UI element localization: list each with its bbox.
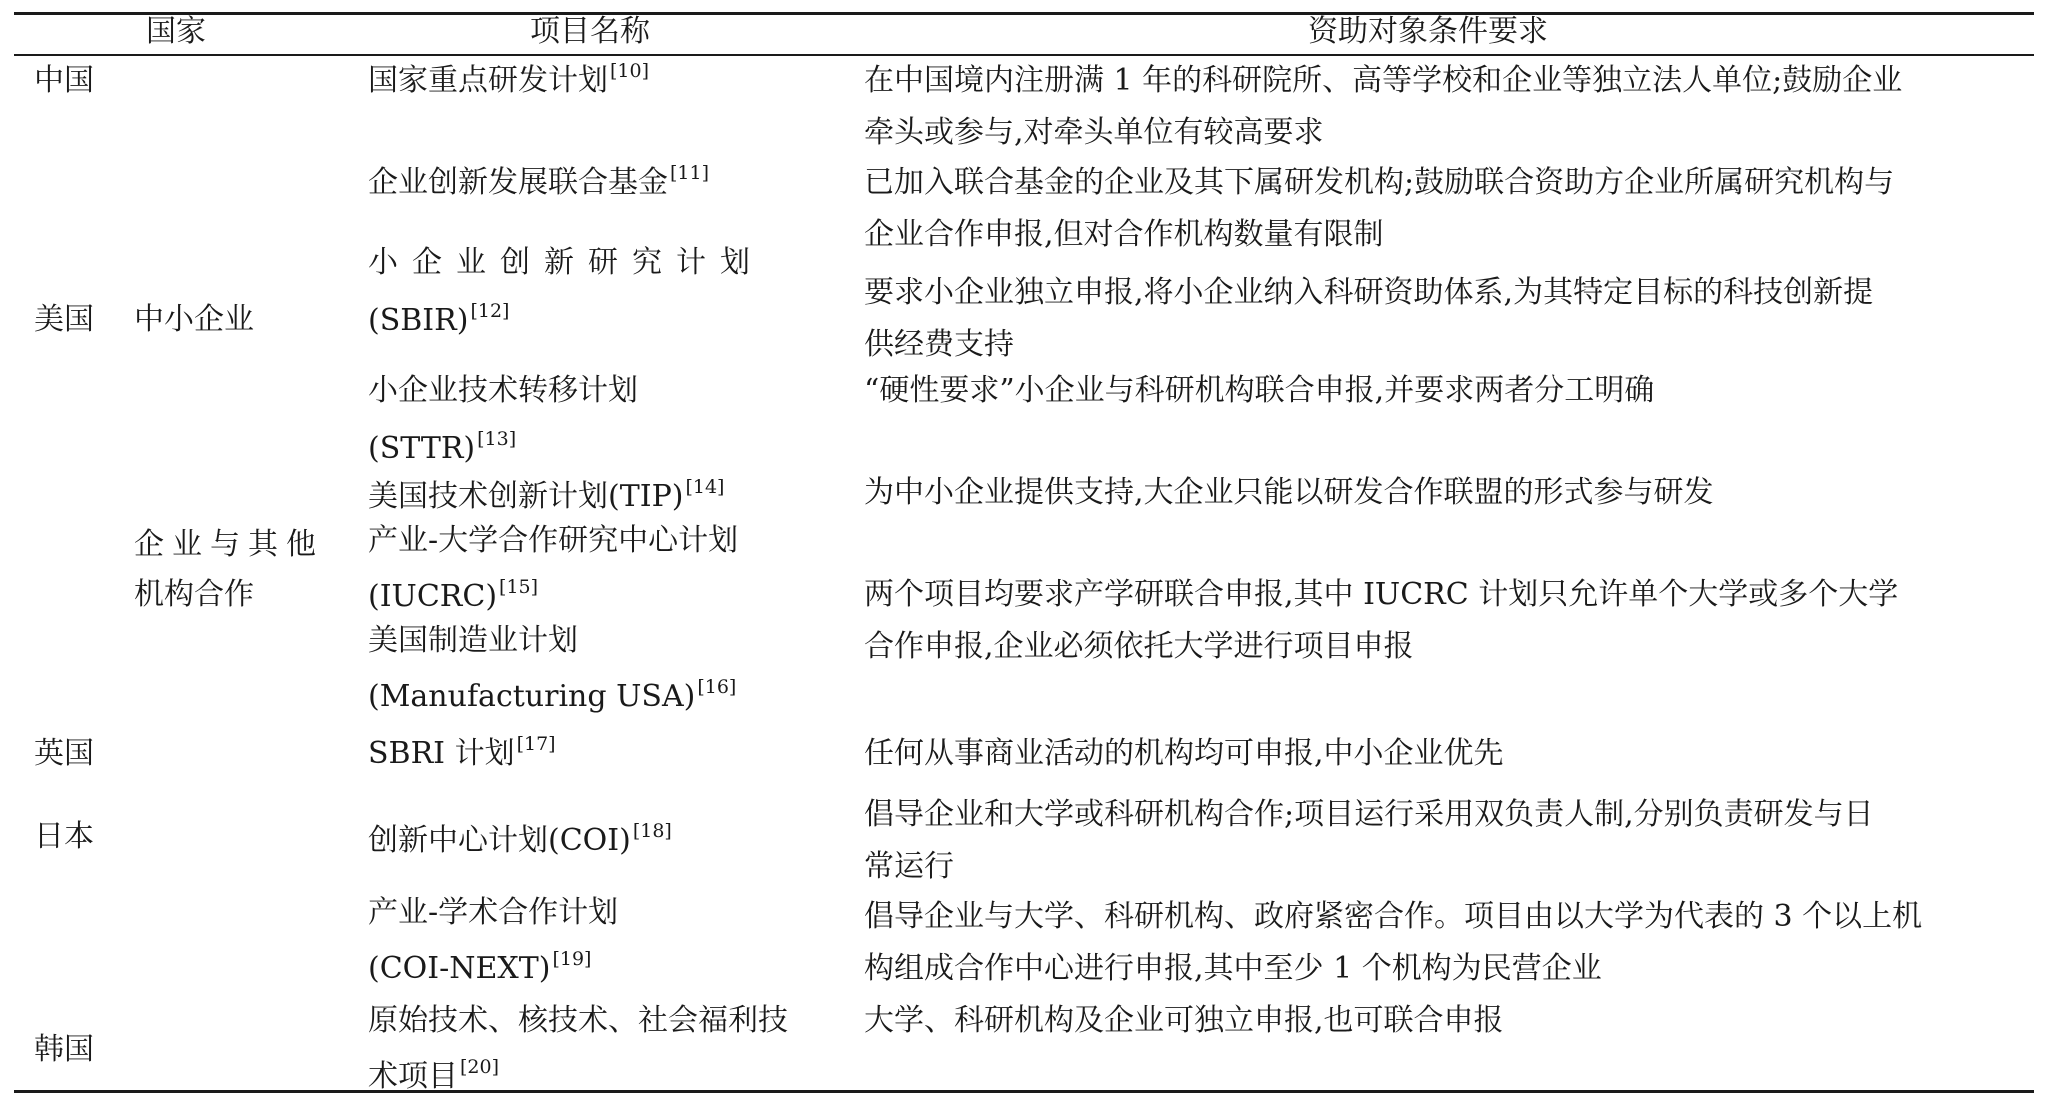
project-p11-line2: [368, 1052, 499, 1102]
category-sme: 中小企业: [134, 302, 254, 337]
requirement-r9-line2: 常运行: [864, 849, 954, 884]
country-uk: 英国: [34, 736, 94, 771]
project-name: 国家重点研发计划: [368, 63, 608, 98]
table-bottom-rule: [14, 1090, 2034, 1093]
project-name: (SBIR): [368, 303, 469, 338]
header-requirements: 资助对象条件要求: [1308, 14, 1548, 49]
project-p1: [368, 56, 649, 106]
reference-mark: [14]: [685, 476, 725, 498]
reference-mark: [18]: [632, 820, 672, 842]
project-p7-line2: [368, 672, 736, 722]
requirement-r3-line1: 要求小企业独立申报,将小企业纳入科研资助体系,为其特定目标的科技创新提: [864, 275, 1874, 310]
project-p6-line1: 产业-大学合作研究中心计划: [368, 523, 739, 558]
project-name: 术项目: [368, 1059, 458, 1094]
reference-mark: [17]: [516, 733, 556, 755]
requirement-r8: 任何从事商业活动的机构均可申报,中小企业优先: [864, 736, 1504, 771]
project-p9: [368, 816, 672, 866]
requirement-r6-line2: 合作申报,企业必须依托大学进行项目申报: [864, 629, 1414, 664]
project-name: SBRI 计划: [368, 736, 515, 771]
project-name: (COI-NEXT): [368, 951, 551, 986]
project-p7-line1: 美国制造业计划: [368, 623, 578, 658]
requirement-r3-line2: 供经费支持: [864, 327, 1014, 362]
project-p2: [368, 158, 709, 208]
project-name: 美国技术创新计划(TIP): [368, 479, 684, 514]
project-p4-line1: 小企业技术转移计划: [368, 373, 638, 408]
requirement-r2-line1: 已加入联合基金的企业及其下属研发机构;鼓励联合资助方企业所属研究机构与: [864, 165, 1895, 200]
reference-mark: [19]: [552, 948, 592, 970]
category-coop-line1: 企业与其他: [134, 527, 324, 562]
project-p5: [368, 472, 724, 522]
reference-mark: [16]: [697, 676, 737, 698]
requirement-r10-line2: 构组成合作中心进行申报,其中至少 1 个机构为民营企业: [864, 951, 1602, 986]
project-p10-line2: [368, 944, 591, 994]
project-name: (Manufacturing USA): [368, 679, 696, 714]
requirement-r9-line1: 倡导企业和大学或科研机构合作;项目运行采用双负责人制,分别负责研发与日: [864, 797, 1874, 832]
reference-mark: [15]: [499, 576, 539, 598]
country-japan: 日本: [34, 819, 94, 854]
requirement-r4: “硬性要求”小企业与科研机构联合申报,并要求两者分工明确: [864, 373, 1655, 408]
reference-mark: [13]: [477, 428, 517, 450]
reference-mark: [11]: [670, 162, 710, 184]
project-p3-line2: [368, 296, 509, 346]
requirement-r10-line1: 倡导企业与大学、科研机构、政府紧密合作。项目由以大学为代表的 3 个以上机: [864, 899, 1923, 934]
category-coop-line2: 机构合作: [134, 577, 254, 612]
project-p8: [368, 729, 556, 779]
requirement-r5: 为中小企业提供支持,大企业只能以研发合作联盟的形式参与研发: [864, 475, 1714, 510]
country-korea: 韩国: [34, 1032, 94, 1067]
requirement-r1-line1: 在中国境内注册满 1 年的科研院所、高等学校和企业等独立法人单位;鼓励企业: [864, 63, 1903, 98]
project-name: (IUCRC): [368, 579, 498, 614]
reference-mark: [12]: [470, 300, 510, 322]
requirement-r2-line2: 企业合作申报,但对合作机构数量有限制: [864, 217, 1384, 252]
project-p6-line2: [368, 572, 538, 622]
project-name: (STTR): [368, 431, 476, 466]
table-top-rule: [14, 12, 2034, 15]
project-name: 企业创新发展联合基金: [368, 165, 668, 200]
project-p4-line2: [368, 424, 516, 474]
project-p11-line1: 原始技术、核技术、社会福利技: [368, 1003, 788, 1038]
requirement-r6-line1: 两个项目均要求产学研联合申报,其中 IUCRC 计划只允许单个大学或多个大学: [864, 577, 1899, 612]
requirement-r11: 大学、科研机构及企业可独立申报,也可联合申报: [864, 1003, 1504, 1038]
requirement-r1-line2: 牵头或参与,对牵头单位有较高要求: [864, 115, 1324, 150]
country-usa: 美国: [34, 302, 94, 337]
reference-mark: [10]: [610, 60, 650, 82]
project-p3-line1: 小企业创新研究计划: [368, 245, 764, 280]
header-project: 项目名称: [530, 14, 650, 49]
project-p10-line1: 产业-学术合作计划: [368, 895, 619, 930]
header-country: 国家: [146, 14, 206, 49]
reference-mark: [20]: [460, 1056, 500, 1078]
country-china: 中国: [34, 63, 94, 98]
project-name: 创新中心计划(COI): [368, 823, 631, 858]
